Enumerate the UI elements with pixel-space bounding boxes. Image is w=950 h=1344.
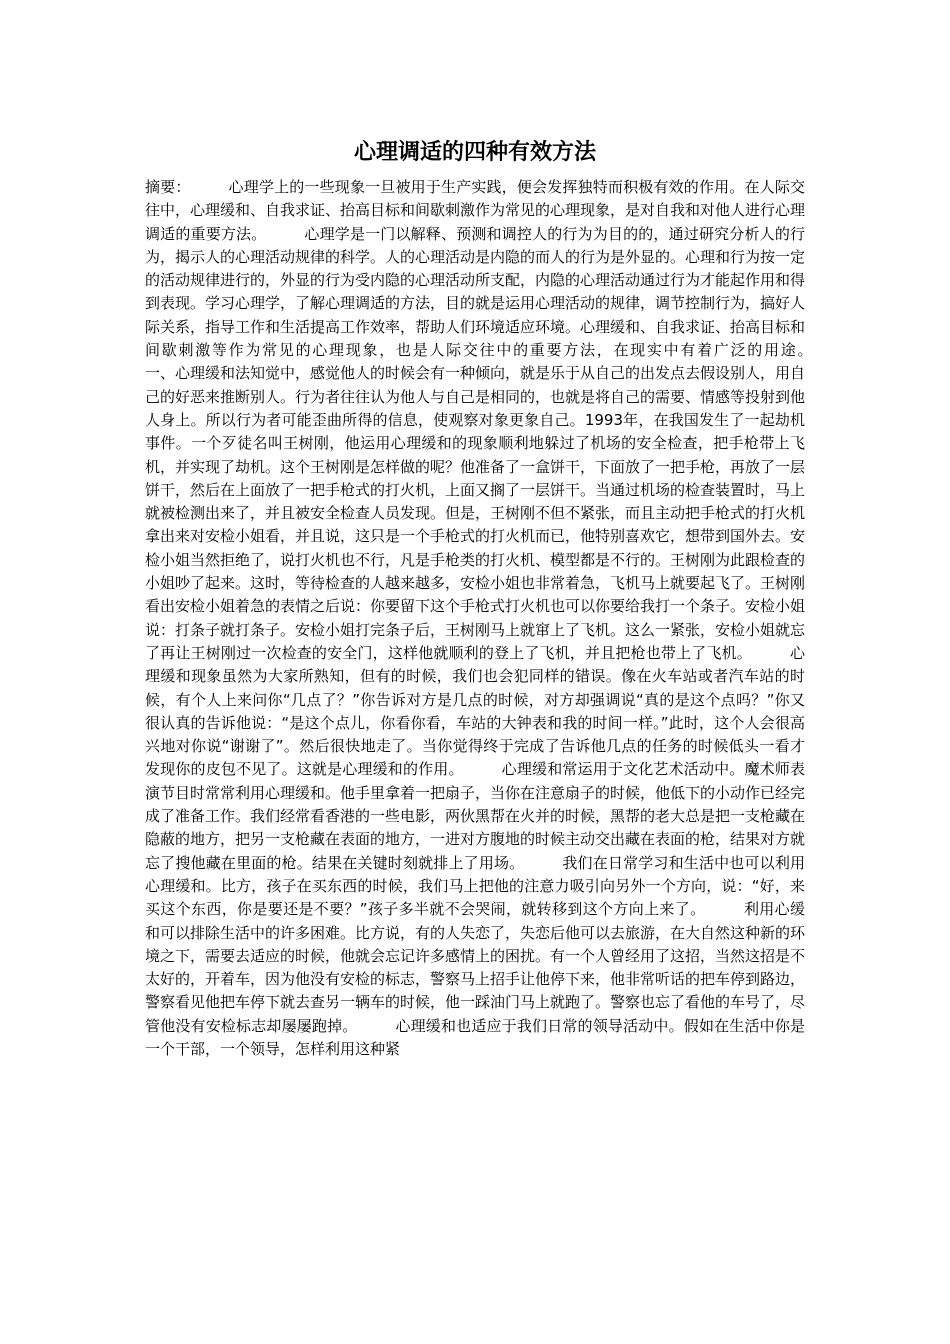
document-title: 心理调适的四种有效方法 xyxy=(353,140,596,165)
document-body-text: 摘要： 心理学上的一些现象一旦被用于生产实践，便会发挥独特而积极有效的作用。在人际交往中，心理缓和、自我求证、抬高目标和间歇刺激作为常见的心理现象，是对自我和对他人进行心理调适的重要方法。 心理学是一门以解释、预测和调控人的行为为目的的，通过研究分析人的行为，揭示人的心理活动规律的科学。人的心理活动是内隐的而人的行为是外显的。心理和行为按一定的活动规律进行的，外显的行为受内隐的心理活动所支配，内隐的心理活动通过行为才能起作用和得到表现。学习心理学，了解心理调适的方法，目的就是运用心理活动的规律，调节控制行为，搞好人际关系，指导工作和生活提高工作效率，帮助人们环境适应环境。心理缓和、自我求证、抬高目标和间歇刺激等作为常见的心理现象，也是人际交往中的重要方法，在现实中有着广泛的用途。 一、心理缓和法知觉中，感觉他人的时候会有一种倾向，就是乐于从自己的出发点去假设别人，用自己的好恶来推断别人。行为者往往认为他人与自己是相同的，也就是将自己的需要、情感等投射到他人身上。所以行为者可能歪曲所得的信息，使观察对象更象自己。1993年，在我国发生了一起劫机事件。一个歹徒名叫王树刚，他运用心理缓和的现象顺利地躲过了机场的安全检查，把手枪带上飞机，并实现了劫机。这个王树刚是怎样做的呢？他准备了一盒饼干，下面放了一把手枪，再放了一层饼干，然后在上面放了一把手枪式的打火机，上面又搁了一层饼干。当通过机场的检查装置时，马上就被检测出来了，并且被安全检查人员发现。但是，王树刚不但不紧张，而且主动把手枪式的打火机拿出来对安检小姐看，并且说，这只是一个手枪式的打火机而已，他特别喜欢它，想带到国外去。安检小姐当然拒绝了，说打火机也不行，凡是手枪类的打火机、模型都是不行的。王树刚为此跟检查的小姐吵了起来。这时，等待检查的人越来越多，安检小姐也非常着急，飞机马上就要起飞了。王树刚看出安检小姐着急的表情之后说：你要留下这个手枪式打火机也可以你要给我打一个条子。安检小姐说：打条子就打条子。安检小姐打完条子后，王树刚马上就窜上了飞机。这么一紧张，安检小姐就忘了再让王树刚过一次检查的安全门，这样他就顺利的登上了飞机，并且把枪也带上了飞机。 心理缓和现象虽然为大家所熟知，但有的时候，我们也会犯同样的错误。像在火车站或者汽车站的时候，有个人上来问你“几点了？”你告诉对方是几点的时候，对方却强调说“真的是这个点吗？”你又很认真的告诉他说：“是这个点儿，你看你看，车站的大钟表和我的时间一样。”此时，这个人会很高兴地对你说“谢谢了”。然后很快地走了。当你觉得终于完成了告诉他几点的任务的时候低头一看才发现你的皮包不见了。这就是心理缓和的作用。 心理缓和常运用于文化艺术活动中。魔术师表演节目时常常利用心理缓和。他手里拿着一把扇子，当你在注意扇子的时候，他低下的小动作已经完成了准备工作。我们经常看香港的一些电影，两伙黑帮在火并的时候，黑帮的老大总是把一支枪藏在隐蔽的地方，把另一支枪藏在表面的地方，一进对方腹地的时候主动交出藏在表面的枪，结果对方就忘了搜他藏在里面的枪。结果在关键时刻就排上了用场。 我们在日常学习和生活中也可以利用心理缓和。比方，孩子在买东西的时候，我们马上把他的注意力吸引向另外一个方向，说：“好，来买这个东西，你是要还是不要？”孩子多半就不会哭闹，就转移到这个方向上来了。 利用心缓和可以排除生活中的许多困难。比方说，有的人失恋了，失恋后他可以去旅游，在大自然这种新的环境之下，需要去适应的时候，他就会忘记许多感情上的困扰。有一个人曾经用了这招，当然这招是不太好的，开着车，因为他没有安检的标志，警察马上招手让他停下来，他非常听话的把车停到路边，警察看见他把车停下就去查另一辆车的时候，他一踩油门马上就跑了。警察也忘了看他的车号了，尽管他没有安检标志却屡屡跑掉。 心理缓和也适应于我们日常的领导活动中。假如在生活中你是一个干部，一个领导，怎样利用这种紧 xyxy=(145,178,851,1058)
